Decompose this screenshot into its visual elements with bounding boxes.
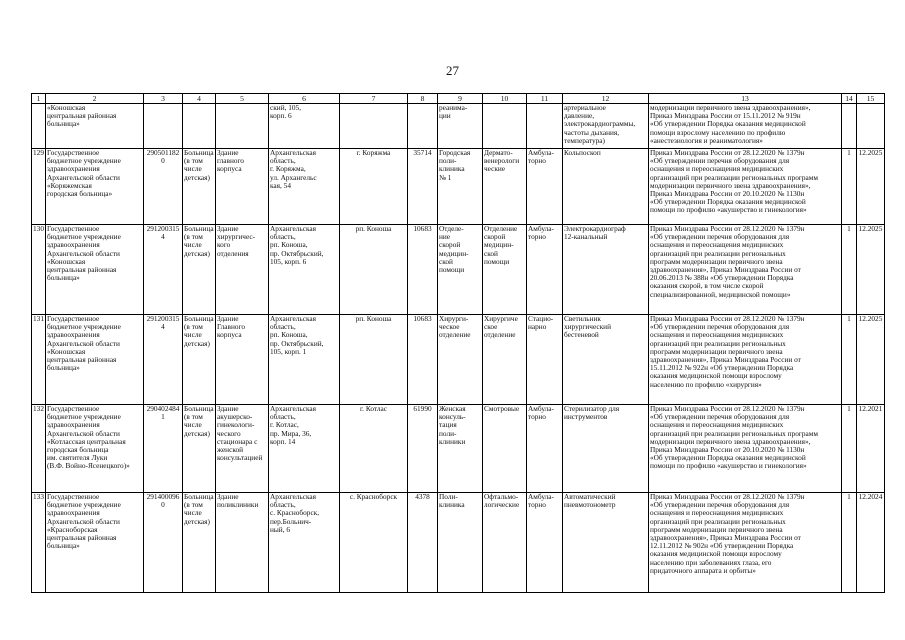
table-row [32,493,885,593]
table-cell: 1 [842,405,857,493]
header-cell: 14 [842,94,857,104]
table-cell [408,104,438,149]
table-cell: 1 [842,149,857,225]
table-cell: Государственное бюджетное учреждение здравоохранения Архангельской области «Коряжемская городская больница» [46,149,144,225]
table-cell: Больница (в том числе детская) [183,315,216,405]
table-row [32,104,885,149]
header-cell: 1 [32,94,46,104]
table-body [32,94,885,593]
table-cell: 2904024841 [144,405,183,493]
table-cell: Городская поли- клиника № 1 [438,149,483,225]
table-cell: Больница (в том числе детская) [183,225,216,315]
table-cell [340,104,408,149]
table-row [32,149,885,225]
table-cell: Архангельская область, г. Коряжма, ул. Архангельс кая, 54 [269,149,340,225]
table-cell: Амбула- торно [527,405,563,493]
table-cell: 131 [32,315,46,405]
table-cell: 12.2025 [857,315,885,405]
table-cell: Государственное бюджетное учреждение здравоохранения Архангельской области «Коношская центральная районная больница» [46,225,144,315]
table-cell: Амбула- торно [527,149,563,225]
table-cell: рп. Коноша [340,315,408,405]
table-cell: 61990 [408,405,438,493]
header-cell: 8 [408,94,438,104]
table-cell: Хирургиче ское отделение [483,315,527,405]
header-cell: 2 [46,94,144,104]
header-cell: 11 [527,94,563,104]
table-cell: г. Коряжма [340,149,408,225]
table-cell [144,104,183,149]
table-cell: 2914000960 [144,493,183,593]
table-cell: Светильник хирургический бестеневой [563,315,649,405]
header-cell: 4 [183,94,216,104]
table-cell: реанима- ции [438,104,483,149]
table-cell: Больница (в том числе детская) [183,149,216,225]
table-cell: 12.2024 [857,493,885,593]
table-cell [857,104,885,149]
table-cell: Стацио- нарно [527,315,563,405]
header-cell: 15 [857,94,885,104]
table-cell: рп. Коноша [340,225,408,315]
table-cell: Государственное бюджетное учреждение здравоохранения Архангельской области «Красноборская центральная районная больница» [46,493,144,593]
table-cell: Офтальмо- логические [483,493,527,593]
table-cell: Архангельская область, г. Котлас, пр. Мира, 36, корп. 14 [269,405,340,493]
header-cell: 13 [649,94,842,104]
table-cell: 1 [842,493,857,593]
table-cell [842,104,857,149]
table-cell: Здание Главного корпуса [216,315,269,405]
table-cell: Отделе- ние скорой медицин- ской помощи [438,225,483,315]
table-cell: ский, 105, корп. 6 [269,104,340,149]
table-cell: Приказ Минздрава России от 28.12.2020 № 1379н «Об утверждении перечня оборудования для оснащения и переоснащения медицинских организаций при реализации региональных программ модернизации первичного звена здравоохранения», Приказ Минздрава России от 20.10.2020 № 1130н «Об утверждении Порядка оказания медицинской помощи по профилю «акушерство и гинекология» [649,149,842,225]
table-cell: Поли- клиника [438,493,483,593]
table-cell: Амбула- торно [527,493,563,593]
table-cell: Здание хирургичес- кого отделения [216,225,269,315]
header-row [32,94,885,104]
header-cell: 12 [563,94,649,104]
table-cell: Архангельская область, с. Красноборск, пер.Больнич- ный, 6 [269,493,340,593]
equipment-table [31,93,885,593]
table-cell: 12.2021 [857,405,885,493]
table-cell: Отделение скорой медицин- ской помощи [483,225,527,315]
header-cell: 9 [438,94,483,104]
table-cell: Здание акушерско- гинекологи- ческого стационара с женской консультацией [216,405,269,493]
table-row [32,225,885,315]
table-cell [527,104,563,149]
table-cell: Дермато- венерологи ческие [483,149,527,225]
table-cell: 2912003154 [144,225,183,315]
table-cell: 129 [32,149,46,225]
table-cell: Государственное бюджетное учреждение здравоохранения Архангельской области «Котласская центральная городская больница им. святителя Луки (В.Ф. Войно-Ясенецкого)» [46,405,144,493]
table-cell: Приказ Минздрава России от 28.12.2020 № 1379н «Об утверждении перечня оборудования для оснащения и переоснащения медицинских организаций при реализации региональных программ модернизации первичного звена здравоохранения», Приказ Минздрава России от 20.10.2020 № 1130н «Об утверждении Порядка оказания медицинской помощи по профилю «акушерство и гинекология» [649,405,842,493]
table-cell: Приказ Минздрава России от 28.12.2020 № 1379н «Об утверждении перечня оборудования для оснащения и переоснащения медицинских организаций при реализации региональных программ модернизации первичного звена здравоохранения», Приказ Минздрава России от 15.11.2012 № 922н «Об утверждении Порядка оказания медицинской помощи взрослому населению по профилю «хирургия» [649,315,842,405]
table-row [32,405,885,493]
table-cell: 35714 [408,149,438,225]
table-cell [32,104,46,149]
table-cell [216,104,269,149]
table-cell: 130 [32,225,46,315]
table-cell: Больница (в том числе детская) [183,493,216,593]
table-cell: 10683 [408,315,438,405]
table-cell: Амбула- торно [527,225,563,315]
table-cell: Кольпоскоп [563,149,649,225]
table-cell: 12.2025 [857,225,885,315]
table-cell: Здание поликлиники [216,493,269,593]
table-cell: 1 [842,225,857,315]
table-cell: 1 [842,315,857,405]
table-cell: 2905011820 [144,149,183,225]
table-cell: 10683 [408,225,438,315]
table-cell: с. Красноборск [340,493,408,593]
header-cell: 3 [144,94,183,104]
header-cell: 10 [483,94,527,104]
table-cell: Приказ Минздрава России от 28.12.2020 № 1379н «Об утверждении перечня оборудования для оснащения и переоснащения медицинских организаций при реализации региональных программ модернизации первичного звена здравоохранения», Приказ Минздрава России от 12.11.2012 № 902н «Об утверждении Порядка оказания медицинской помощи взрослому населению при заболеваниях глаза, его придаточного аппарата и орбиты» [649,493,842,593]
table-row [32,315,885,405]
header-cell: 6 [269,94,340,104]
table-cell: Государственное бюджетное учреждение здравоохранения Архангельской области «Коношская центральная районная больница» [46,315,144,405]
header-cell: 5 [216,94,269,104]
table-cell [183,104,216,149]
table-cell: Здание главного корпуса [216,149,269,225]
table-cell: Электрокардиограф 12-канальный [563,225,649,315]
table-cell: 12.2025 [857,149,885,225]
table-cell: г. Котлас [340,405,408,493]
table-cell: Больница (в том числе детская) [183,405,216,493]
header-cell: 7 [340,94,408,104]
table-cell: 2912003154 [144,315,183,405]
table-cell: 133 [32,493,46,593]
table-cell: Приказ Минздрава России от 28.12.2020 № 1379н «Об утверждении перечня оборудования для оснащения и переоснащения медицинских организаций при реализации региональных программ модернизации первичного звена здравоохранения», Приказ Минздрава России от 20.06.2013 № 388н «Об утверждении Порядка оказания скорой, в том числе скорой специализированной, медицинской помощи» [649,225,842,315]
table-cell: Автоматический пневмотонометр [563,493,649,593]
table-cell: Стерилизатор для инструментов [563,405,649,493]
table-cell [483,104,527,149]
table-cell: модернизации первичного звена здравоохранения», Приказ Минздрава России от 15.11.2012 № 919н «Об утверждении Порядка оказания медицинской помощи взрослому населению по профилю «анестезиология и реаниматология» [649,104,842,149]
table-cell: Архангельская область, рп. Коноша, пр. Октябрьский, 105, корп. 1 [269,315,340,405]
table-cell: «Коношская центральная районная больница» [46,104,144,149]
table-cell: Хирурги- ческое отделение [438,315,483,405]
table-cell: Женская консуль- тация поли- клиники [438,405,483,493]
table-cell: 132 [32,405,46,493]
page-number: 27 [446,63,459,78]
table-cell: Архангельская область, рп. Коноша, пр. Октябрьский, 105, корп. 6 [269,225,340,315]
table-cell: 4378 [408,493,438,593]
table-cell: Смотровые [483,405,527,493]
table-cell: артериальное давление, электрокардиограммы, частоты дыхания, температура) [563,104,649,149]
